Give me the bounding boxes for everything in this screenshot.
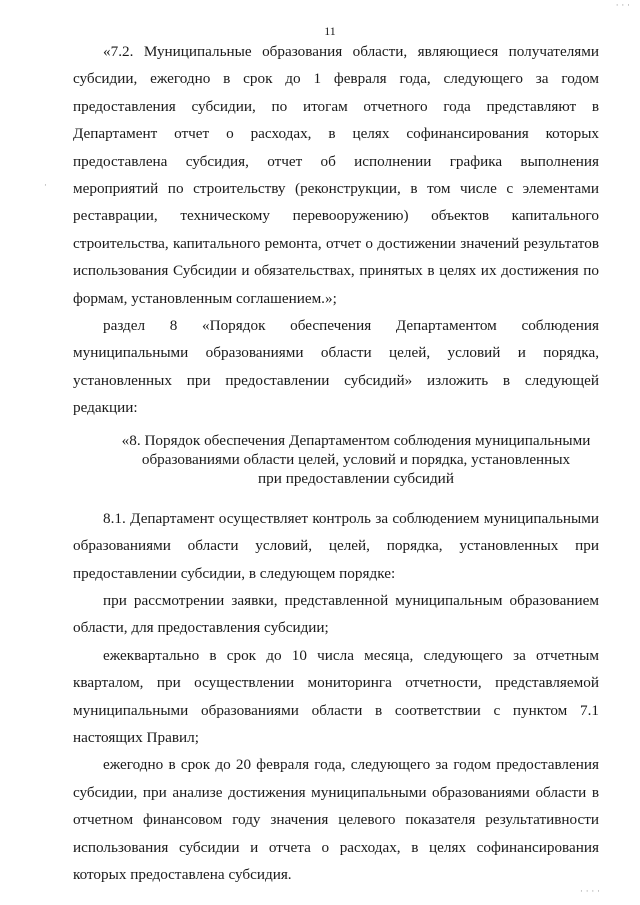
paragraph-8-1: 8.1. Департамент осуществляет контроль за соблюдением муниципальными образованиями области условий, целей, порядка, установленных при предоставлении субсидии, в следующем порядке: — [73, 509, 599, 582]
section-heading-line: при предоставлении субсидий — [258, 469, 454, 487]
heading-spacer — [73, 495, 599, 505]
scan-artifact: · · · · — [579, 887, 600, 897]
scan-artifact: · · · — [615, 1, 630, 11]
paragraph-list-item: ежеквартально в срок до 10 числа месяца, следующего за отчетным кварталом, при осуществлении мониторинга отчетности, представляемой муниципальными образованиями области в соответствии с пунктом 7.1 настоящих Правил; — [73, 646, 599, 746]
section-heading-line: образованиями области целей, условий и порядка, установленных — [141, 450, 571, 468]
paragraph-list-item: при рассмотрении заявки, представленной муниципальным образованием области, для предоставления субсидии; — [73, 591, 599, 637]
page-number: 11 — [324, 24, 336, 38]
paragraph-7-2: «7.2. Муниципальные образования области, являющиеся получателями субсидии, ежегодно в срок до 1 февраля года, следующего за годом предоставления субсидии, по итогам отчетного года представляют в Департамент отчет о расходах, в целях софинансирования которых предоставлена субсидия, отчет об исполнении графика выполнения мероприятий по строительству (реконструкции, в том числе с элементами реставрации, техническому перевооружению) объектов капитального строительства, капитального ремонта, отчет о достижении значений результатов использования Субсидии и обязательствах, принятых в целях их достижения по формам, установленным соглашением.»; — [73, 43, 599, 307]
section-8-heading — [73, 431, 599, 488]
paragraph-section-8-amendment: раздел 8 «Порядок обеспечения Департаментом соблюдения муниципальными образованиями области целей, условий и порядка, установленных при предоставлении субсидий» изложить в следующей редакции: — [73, 317, 599, 417]
section-heading-line: «8. Порядок обеспечения Департаментом соблюдения муниципальными — [121, 431, 591, 449]
paragraph-list-item: ежегодно в срок до 20 февраля года, следующего за годом предоставления субсидии, при анализе достижения муниципальными образованиями области в отчетном финансовом году значения целевого показателя результативности использования субсидии и отчета о расходах, в целях софинансирования которых предоставлена субсидия. — [73, 756, 599, 883]
scan-artifact: · — [44, 181, 47, 191]
document-body — [73, 38, 599, 888]
